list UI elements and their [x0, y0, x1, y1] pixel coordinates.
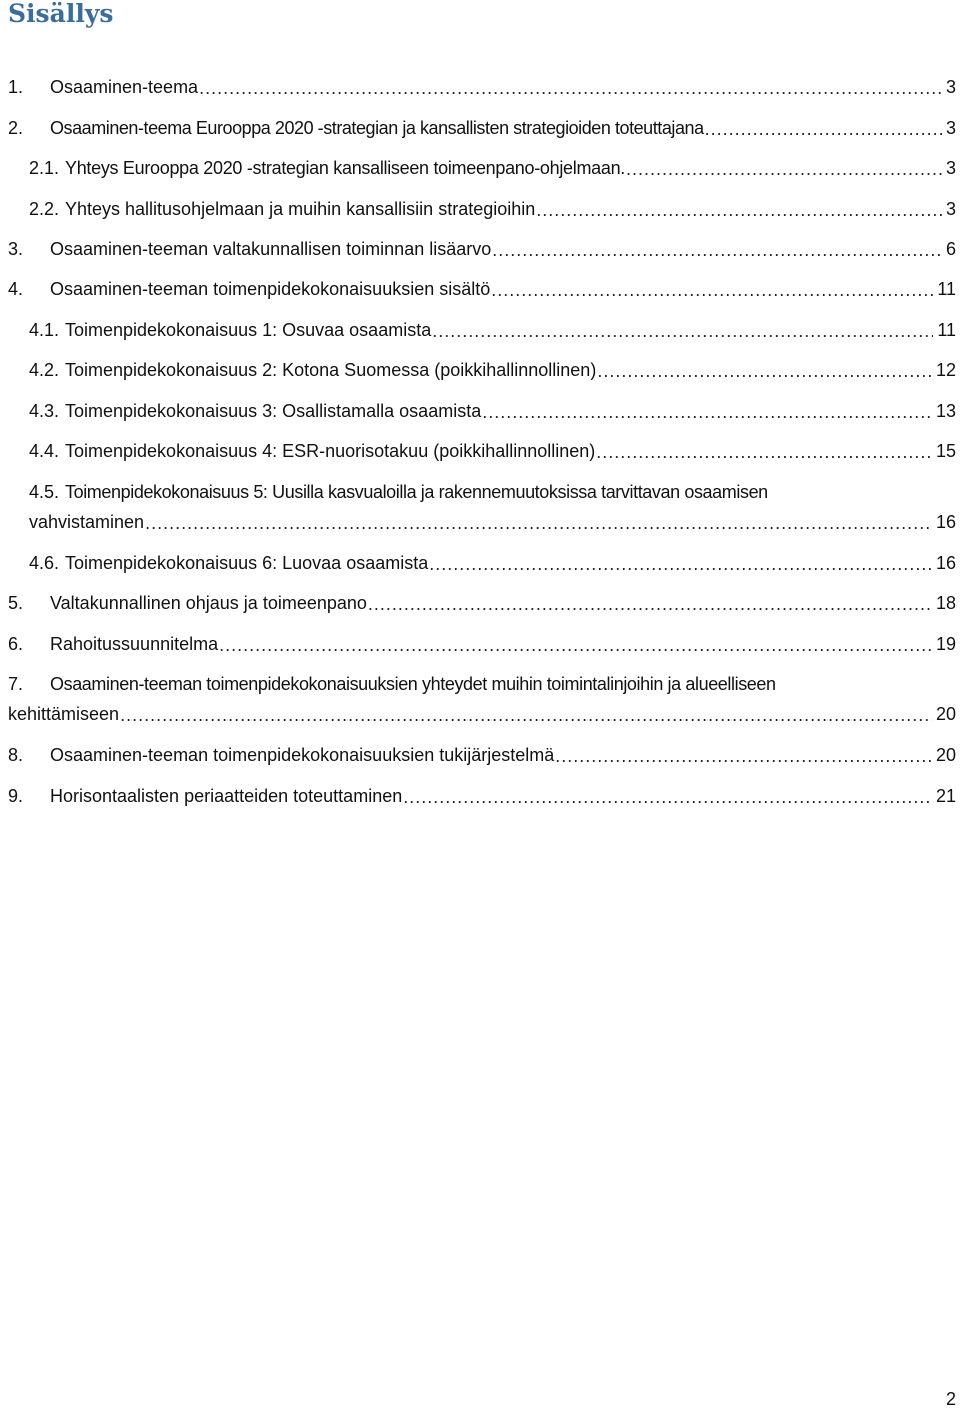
- toc-entry-page: 3: [945, 199, 956, 219]
- toc-entry-page: 13: [935, 401, 956, 421]
- toc-entry-7[interactable]: [0, 669, 960, 729]
- dot-leader: [120, 700, 932, 730]
- toc-entry-title-continued: vahvistaminen: [29, 512, 145, 532]
- toc-entry-title: Osaaminen-teeman valtakunnallisen toiminnan lisäarvo: [50, 239, 492, 259]
- toc-entry-title: Toimenpidekokonaisuus 1: Osuvaa osaamista: [65, 320, 432, 340]
- toc-entry-4-4[interactable]: [0, 436, 960, 466]
- toc-entry-2-1[interactable]: [0, 153, 960, 183]
- toc-entry-number: 1.: [8, 77, 24, 97]
- toc-entry-page: 11: [937, 279, 956, 299]
- dot-leader: [403, 782, 932, 812]
- dot-leader: [482, 397, 932, 427]
- toc-entry-title: Toimenpidekokonaisuus 4: ESR-nuorisotakuu (poikkihallinnollinen): [65, 441, 596, 461]
- toc-entry-number: 4.2.: [29, 360, 60, 380]
- toc-entry-title: Osaaminen-teema: [50, 77, 199, 97]
- toc-entry-title-continued: kehittämiseen: [8, 704, 120, 724]
- dot-leader: [492, 235, 942, 265]
- toc-entry-page: 16: [935, 553, 956, 573]
- toc-entry-5[interactable]: [0, 588, 960, 618]
- toc-entry-page: 20: [935, 704, 956, 724]
- toc-entry-title: Osaaminen-teeman toimenpidekokonaisuuksien yhteydet muihin toimintalinjoihin ja alueelliseen: [50, 674, 776, 694]
- toc-entry-title: Osaaminen-teema Eurooppa 2020 -strategian ja kansallisten strategioiden toteuttajana: [50, 118, 704, 138]
- toc-entry-2-2[interactable]: [0, 194, 960, 224]
- dot-leader: [199, 73, 942, 103]
- toc-entry-page: 3: [945, 158, 956, 178]
- toc-entry-title: Toimenpidekokonaisuus 2: Kotona Suomessa (poikkihallinnollinen): [65, 360, 597, 380]
- toc-entry-page: 6: [945, 239, 956, 259]
- toc-entry-number: 2.1.: [29, 158, 60, 178]
- dot-leader: [536, 195, 942, 225]
- toc-entry-number: 4.: [8, 279, 24, 299]
- toc-entry-number: 4.4.: [29, 441, 60, 461]
- toc-entry-1[interactable]: [0, 72, 960, 102]
- toc-entry-4-2[interactable]: [0, 355, 960, 385]
- toc-entry-number: 5.: [8, 593, 24, 613]
- toc-entry-page: 12: [935, 360, 956, 380]
- toc-entry-3[interactable]: [0, 234, 960, 264]
- toc-entry-4-1[interactable]: [0, 315, 960, 345]
- dot-leader: [491, 275, 933, 305]
- page-number: 2: [945, 1389, 956, 1409]
- toc-entry-4[interactable]: [0, 274, 960, 304]
- toc-entry-number: 7.: [8, 674, 24, 694]
- toc-entry-number: 4.5.: [29, 482, 60, 502]
- toc-entry-4-3[interactable]: [0, 396, 960, 426]
- toc-entry-page: 11: [937, 320, 956, 340]
- toc-entry-page: 16: [935, 512, 956, 532]
- toc-entry-title: Valtakunnallinen ohjaus ja toimeenpano: [50, 593, 367, 613]
- toc-entry-page: 18: [935, 593, 956, 613]
- dot-leader: [429, 549, 932, 579]
- dot-leader: [555, 741, 932, 771]
- toc-entry-6[interactable]: [0, 629, 960, 659]
- toc-entry-page: 3: [945, 118, 956, 138]
- dot-leader: [432, 316, 933, 346]
- toc-entry-9[interactable]: [0, 781, 960, 811]
- toc-entry-number: 4.3.: [29, 401, 60, 421]
- toc-entry-title: Toimenpidekokonaisuus 6: Luovaa osaamista: [65, 553, 429, 573]
- dot-leader: [597, 356, 932, 386]
- dot-leader: [596, 437, 932, 467]
- toc-entry-number: 2.2.: [29, 199, 60, 219]
- toc-entry-title: Rahoitussuunnitelma: [50, 634, 219, 654]
- dot-leader: [368, 589, 932, 619]
- toc-entry-number: 4.1.: [29, 320, 60, 340]
- toc-entry-title: Osaaminen-teeman toimenpidekokonaisuuksien sisältö: [50, 279, 491, 299]
- dot-leader: [219, 630, 932, 660]
- toc-entry-page: 21: [935, 786, 956, 806]
- toc-entry-number: 6.: [8, 634, 24, 654]
- toc-entry-2[interactable]: [0, 113, 960, 143]
- toc-entry-page: 3: [945, 77, 956, 97]
- toc-entry-number: 9.: [8, 786, 24, 806]
- dot-leader: [145, 508, 932, 538]
- toc-entry-page: 15: [935, 441, 956, 461]
- dot-leader: [626, 154, 942, 184]
- toc-entry-8[interactable]: [0, 740, 960, 770]
- toc-entry-4-6[interactable]: [0, 548, 960, 578]
- toc-entry-title: Osaaminen-teeman toimenpidekokonaisuuksien tukijärjestelmä: [50, 745, 555, 765]
- toc-entry-title: Yhteys Eurooppa 2020 -strategian kansalliseen toimeenpano-ohjelmaan.: [65, 158, 625, 178]
- toc-entry-number: 4.6.: [29, 553, 60, 573]
- toc-entry-title: Horisontaalisten periaatteiden toteuttaminen: [50, 786, 403, 806]
- toc-entry-page: 19: [935, 634, 956, 654]
- toc-entry-number: 8.: [8, 745, 24, 765]
- page-title: Sisällys: [8, 0, 114, 28]
- toc-entry-4-5[interactable]: [0, 477, 960, 537]
- toc-entry-title: Toimenpidekokonaisuus 3: Osallistamalla osaamista: [65, 401, 482, 421]
- dot-leader: [705, 114, 942, 144]
- toc-entry-title: Yhteys hallitusohjelmaan ja muihin kansallisiin strategioihin: [65, 199, 536, 219]
- toc-entry-title: Toimenpidekokonaisuus 5: Uusilla kasvualoilla ja rakennemuutoksissa tarvittavan osaamisen: [65, 482, 768, 502]
- toc-entry-page: 20: [935, 745, 956, 765]
- toc-entry-number: 2.: [8, 118, 24, 138]
- toc-entry-number: 3.: [8, 239, 24, 259]
